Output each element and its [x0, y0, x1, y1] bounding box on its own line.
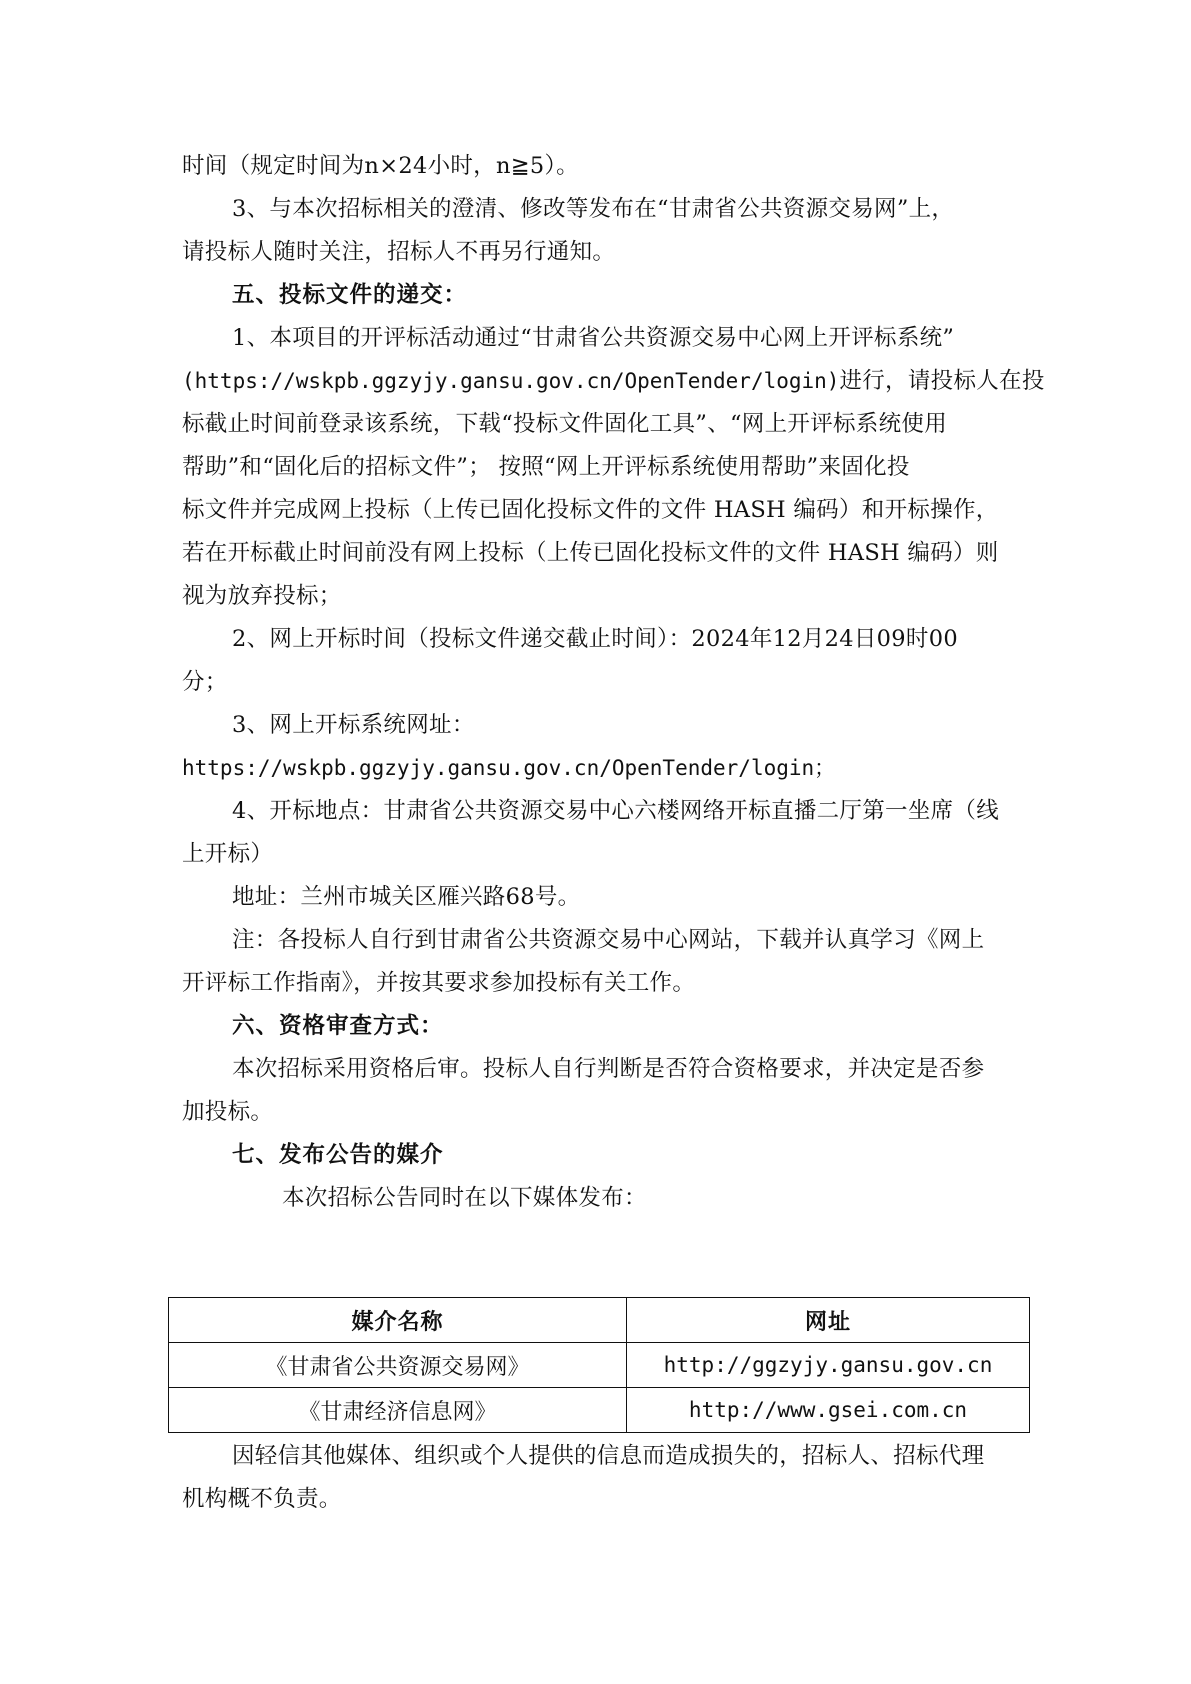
paragraph-text: 进行，请投标人在投 [839, 368, 1045, 394]
paragraph-line: 标文件并完成网上投标（上传已固化投标文件的文件 HASH 编码）和开标操作， [182, 497, 999, 523]
table-row [169, 1343, 1030, 1388]
media-name-cell: 《甘肃经济信息网》 [169, 1388, 627, 1433]
paragraph-clarification: 3、与本次招标相关的澄清、修改等发布在“甘肃省公共资源交易网”上， [232, 196, 955, 222]
section-heading-7: 七、发布公告的媒介 [232, 1142, 444, 1168]
paragraph-qualification: 本次招标采用资格后审。投标人自行判断是否符合资格要求，并决定是否参 [232, 1056, 985, 1082]
paragraph-line: 若在开标截止时间前没有网上投标（上传已固化投标文件的文件 HASH 编码）则 [182, 540, 999, 566]
paragraph-item-2: 2、网上开标时间（投标文件递交截止时间）：2024年12月24日09时00 [232, 626, 958, 652]
paragraph-item-3: 3、网上开标系统网址： [232, 712, 475, 738]
paragraph-line: 加投标。 [182, 1099, 274, 1125]
section-heading-5: 五、投标文件的递交： [232, 282, 468, 308]
media-name-cell: 《甘肃省公共资源交易网》 [169, 1343, 627, 1388]
paragraph-line: 开评标工作指南》，并按其要求参加投标有关工作。 [182, 970, 696, 996]
table-row [169, 1388, 1030, 1433]
media-url-link[interactable]: http://www.gsei.com.cn [627, 1388, 1030, 1433]
table-header-media-name: 媒介名称 [169, 1298, 627, 1343]
paragraph-line [182, 365, 1045, 397]
paragraph-line: 帮助”和“固化后的招标文件”； 按照“网上开评标系统使用帮助”来固化投 [182, 454, 910, 480]
note-line: 注：各投标人自行到甘肃省公共资源交易中心网站，下载并认真学习《网上 [232, 927, 985, 953]
media-table [168, 1297, 1030, 1433]
paragraph-media-intro: 本次招标公告同时在以下媒体发布： [282, 1185, 647, 1211]
table-header-row [169, 1298, 1030, 1343]
system-url-link[interactable]: (https://wskpb.ggzyjy.gansu.gov.cn/OpenTender/login) [182, 369, 840, 393]
media-url-link[interactable]: http://ggzyjy.gansu.gov.cn [627, 1343, 1030, 1388]
paragraph-item-4: 4、开标地点：甘肃省公共资源交易中心六楼网络开标直播二厅第一坐席（线 [232, 798, 1000, 824]
paragraph-line: 时间（规定时间为n×24小时，n≧5）。 [182, 153, 579, 179]
address-line: 地址：兰州市城关区雁兴路68号。 [232, 884, 581, 910]
paragraph-line: 上开标） [182, 841, 274, 867]
paragraph-line: 视为放弃投标； [182, 583, 342, 609]
section-heading-6: 六、资格审查方式： [232, 1013, 444, 1039]
system-url-link[interactable]: https://wskpb.ggzyjy.gansu.gov.cn/OpenTender/login； [182, 756, 836, 780]
paragraph-line: 分； [182, 669, 228, 695]
paragraph-line: 请投标人随时关注，招标人不再另行通知。 [182, 239, 616, 265]
paragraph-line: 标截止时间前登录该系统，下载“投标文件固化工具”、“网上开评标系统使用 [182, 411, 948, 437]
paragraph-line: 机构概不负责。 [182, 1486, 342, 1512]
paragraph-item-1: 1、本项目的开评标活动通过“甘肃省公共资源交易中心网上开评标系统” [232, 325, 955, 351]
table-header-url: 网址 [627, 1298, 1030, 1343]
disclaimer-line: 因轻信其他媒体、组织或个人提供的信息而造成损失的，招标人、招标代理 [232, 1443, 985, 1469]
